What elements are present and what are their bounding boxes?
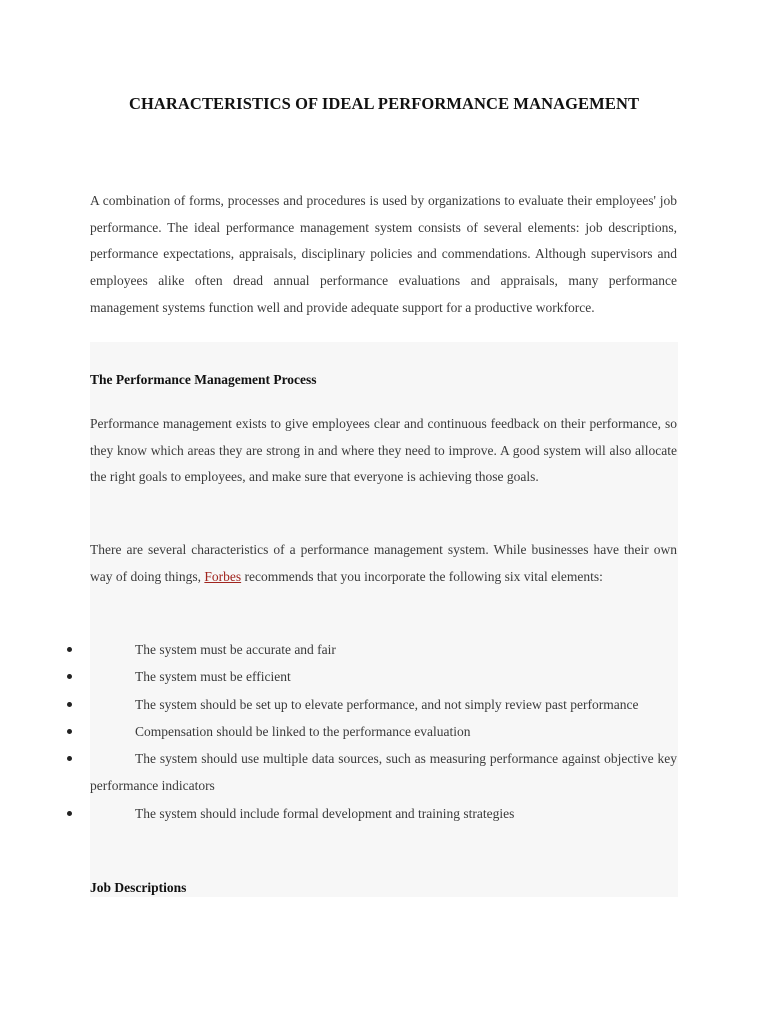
list-item (0, 691, 677, 718)
bullet-icon (67, 811, 72, 816)
list-item-text: The system must be efficient (135, 669, 291, 685)
list-item-text: The system should include formal development and training strategies (135, 805, 515, 821)
list-item-text: The system should be set up to elevate performance, and not simply review past performance (135, 696, 639, 712)
page-title: CHARACTERISTICS OF IDEAL PERFORMANCE MANAGEMENT (128, 94, 640, 113)
characteristics-list (0, 636, 677, 827)
list-item-text: The system must be accurate and fair (135, 642, 336, 657)
bullet-icon (67, 756, 72, 761)
list-item (0, 636, 677, 663)
section-heading-job-descriptions: Job Descriptions (90, 880, 187, 895)
list-item-text: The system should use multiple data sources, such as measuring performance against objective key performance indicators (90, 751, 677, 794)
bullet-icon (67, 674, 72, 679)
list-item (0, 800, 677, 827)
characteristics-text-before-link: There are several characteristics of a performance management system. While businesses have their own way of doing things, (90, 542, 677, 584)
section-heading-process: The Performance Management Process (90, 372, 317, 387)
bullet-icon (67, 702, 72, 707)
intro-paragraph: A combination of forms, processes and procedures is used by organizations to evaluate their employees' job performance. The ideal performance management system consists of several elements: job descriptions, performance expectations, appraisals, disciplinary policies and commendations. Although supervisors and employees alike often dread annual performance evaluations and appraisals, many performance management systems function well and provide adequate support for a productive workforce. (90, 193, 677, 315)
bullet-icon (67, 729, 72, 734)
process-paragraph: Performance management exists to give employees clear and continuous feedback on their performance, so they know which areas they are strong in and where they need to improve. A good system will also allocate the right goals to employees, and make sure that everyone is achieving those goals. (90, 416, 677, 485)
bullet-icon (67, 647, 72, 652)
list-item (0, 718, 677, 745)
list-item (0, 745, 677, 800)
list-item-text: Compensation should be linked to the performance evaluation (135, 723, 471, 739)
forbes-link[interactable]: Forbes (204, 568, 242, 584)
list-item (0, 663, 677, 690)
characteristics-paragraph (90, 537, 677, 590)
characteristics-text-after-link: recommends that you incorporate the following six vital elements: (241, 568, 603, 584)
